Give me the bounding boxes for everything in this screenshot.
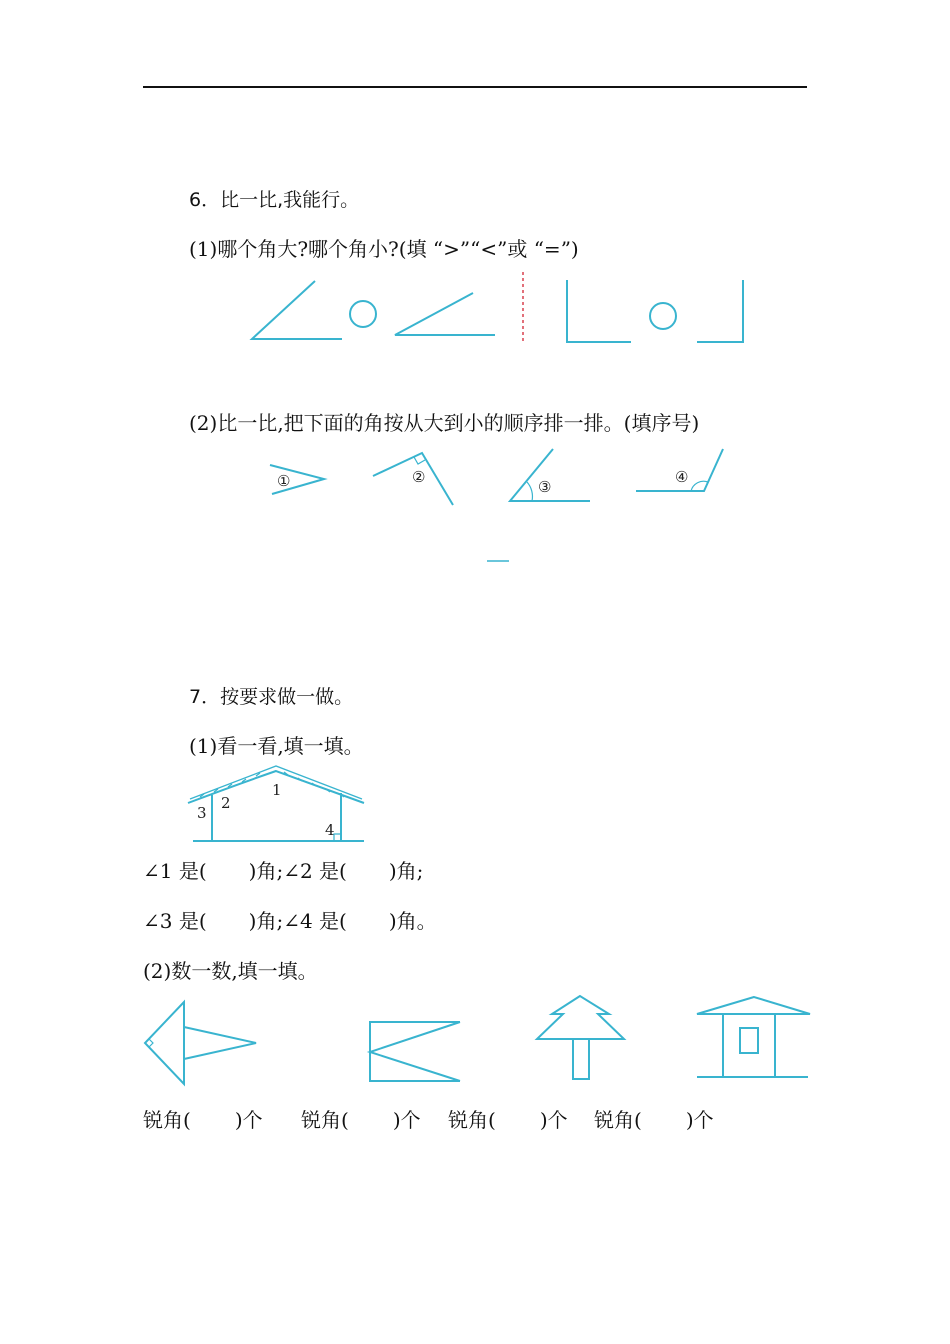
count-answers-4 [594,1108,714,1132]
house-angle-2-label: 2 [221,794,231,812]
q7-part2: (2)数一数,填一填。 [143,959,318,983]
q6-part1: (1)哪个角大?哪个角小?(填 “>”“<”或 “=”) [189,237,579,261]
count-2-suffix: )个 [392,1108,421,1132]
angle-3-label: ③ [538,478,552,496]
q6-title: 6．比一比,我能行。 [189,189,360,211]
arrow-figure [145,1002,256,1084]
count-1-label: 锐角( [143,1108,191,1132]
count-1-suffix: )个 [234,1108,263,1132]
q7-title: 7．按要求做一做。 [189,686,354,708]
count-3-label: 锐角( [448,1108,496,1132]
count-answers [143,1108,263,1132]
angle-2-suffix: )角; [388,859,424,883]
angle-4-prefix: )角;∠4 是( [248,909,347,933]
house-angle-3-label: 3 [197,804,207,822]
count-answers-3 [448,1108,568,1132]
q7-part1: (1)看一看,填一填。 [189,734,364,758]
angle-1-prefix: ∠1 是( [143,859,207,883]
angle-4-label: ④ [675,468,689,486]
angle-4-suffix: )角。 [388,909,437,933]
angle-2-label: ② [412,468,426,486]
small-house-figure [697,997,810,1077]
house-angle-4-label: 4 [325,821,335,839]
count-answers-2 [301,1108,421,1132]
house-angle-1-label: 1 [272,781,282,799]
q6-part2: (2)比一比,把下面的角按从大到小的顺序排一排。(填序号) [189,411,700,435]
count-4-suffix: )个 [685,1108,714,1132]
tree-figure [537,996,624,1079]
angle-3-prefix: ∠3 是( [143,909,207,933]
angle-2-prefix: )角;∠2 是( [248,859,347,883]
count-3-suffix: )个 [539,1108,568,1132]
count-4-label: 锐角( [594,1108,642,1132]
wedge-figure [370,1022,460,1081]
angle-1-label: ① [277,472,291,490]
count-2-label: 锐角( [301,1108,349,1132]
